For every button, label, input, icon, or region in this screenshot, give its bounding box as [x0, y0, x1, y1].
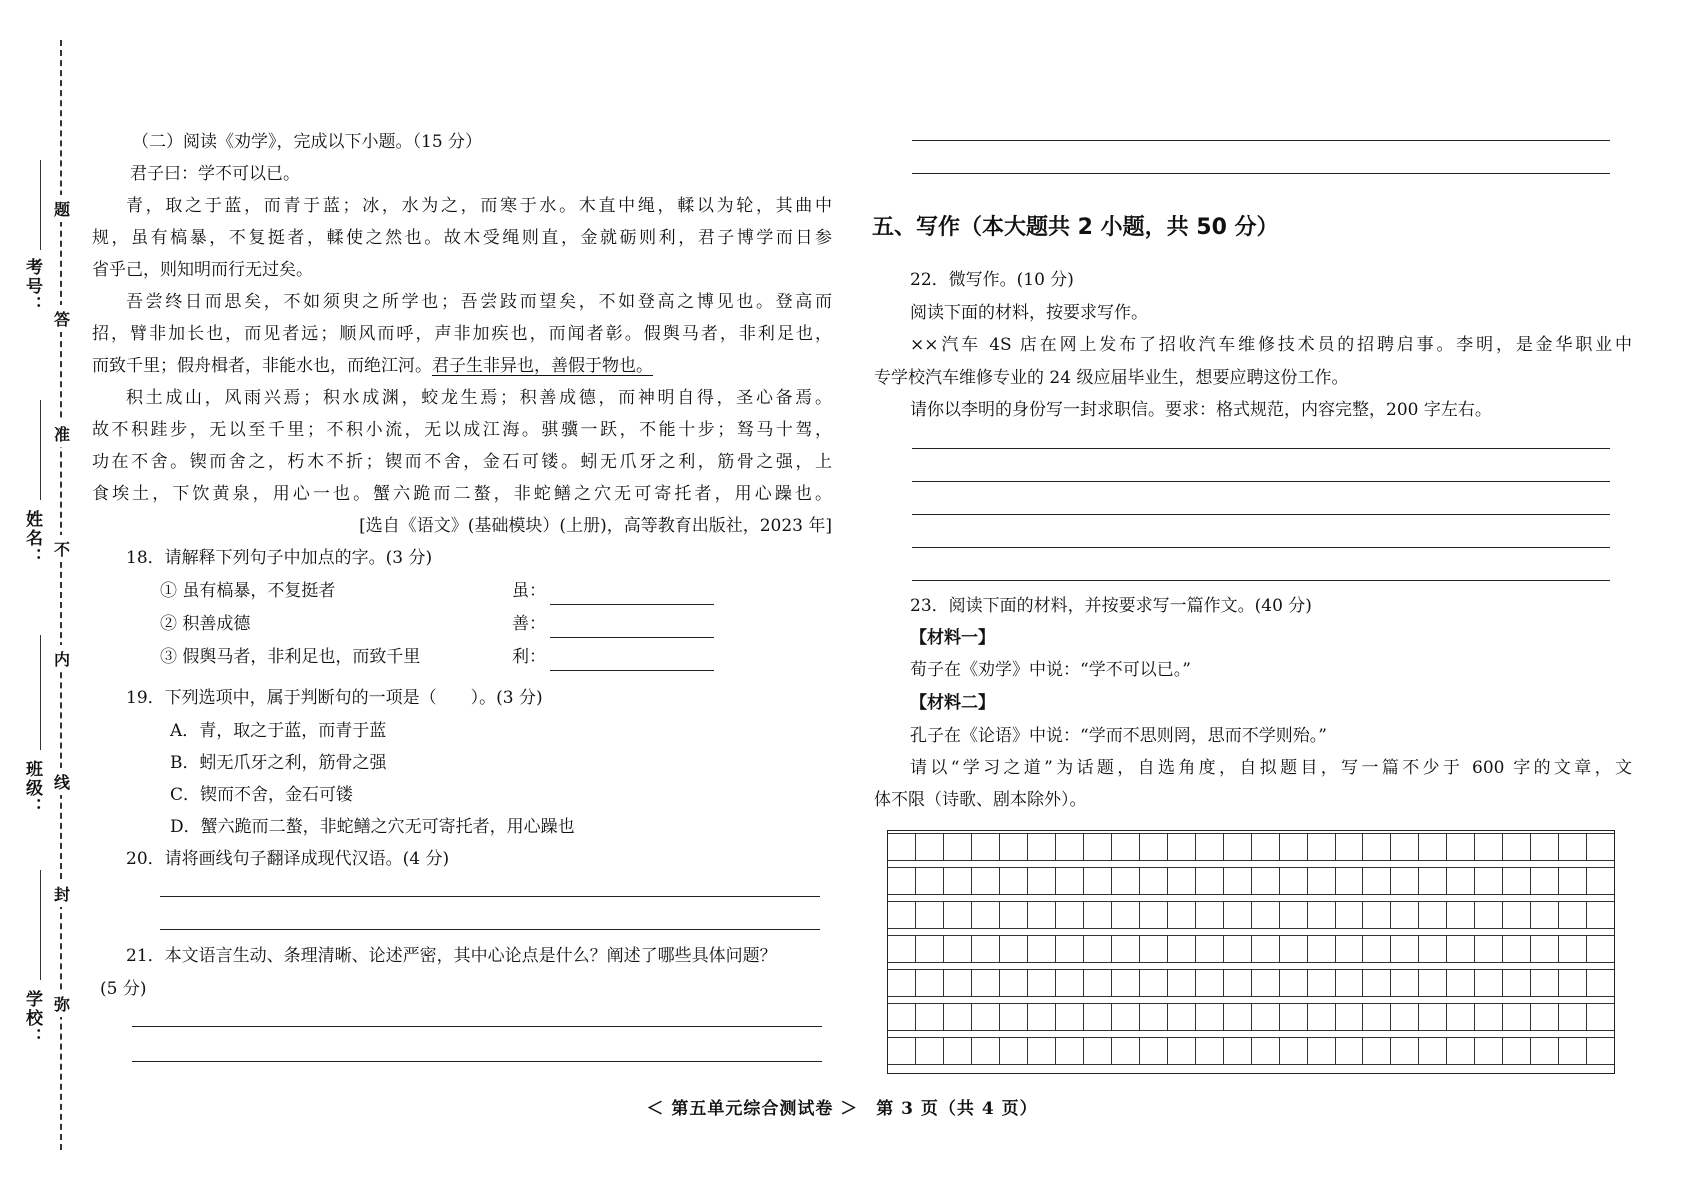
grid-cell[interactable] — [1195, 935, 1223, 963]
passage-line: 故不积跬步，无以至千里；不积小流，无以成江海。骐骥一跃，不能十步；驽马十驾， — [92, 420, 832, 440]
essay-grid[interactable] — [887, 830, 1615, 1074]
passage-line: 青，取之于蓝，而青于蓝；冰，水为之，而寒于水。木直中绳，輮以为轮，其曲中 — [126, 196, 832, 216]
grid-cell[interactable] — [915, 867, 943, 895]
grid-cell[interactable] — [1111, 969, 1139, 997]
grid-cell[interactable] — [1586, 867, 1614, 895]
grid-cell[interactable] — [1474, 1003, 1502, 1031]
school-blank[interactable] — [40, 870, 41, 980]
grid-row — [888, 935, 1614, 963]
grid-cell[interactable] — [1279, 969, 1307, 997]
grid-cell[interactable] — [1167, 969, 1195, 997]
grid-cell[interactable] — [1530, 901, 1558, 929]
name-blank[interactable] — [40, 400, 41, 500]
grid-cell[interactable] — [1251, 935, 1279, 963]
grid-cell[interactable] — [971, 969, 999, 997]
grid-cell[interactable] — [1167, 867, 1195, 895]
grid-cell[interactable] — [1055, 867, 1083, 895]
grid-cell[interactable] — [1474, 935, 1502, 963]
q18-answer-line[interactable] — [550, 637, 714, 638]
grid-cell[interactable] — [915, 833, 943, 861]
grid-cell[interactable] — [999, 1037, 1027, 1065]
grid-cell[interactable] — [888, 1003, 915, 1031]
grid-cell[interactable] — [915, 935, 943, 963]
grid-cell[interactable] — [943, 867, 971, 895]
seal-char: 弥 — [54, 990, 70, 1017]
grid-cell[interactable] — [1390, 935, 1418, 963]
q19-option[interactable]: D．蟹六跪而二螯，非蛇鳝之穴无可寄托者，用心躁也 — [170, 817, 575, 837]
passage-line: 食埃土，下饮黄泉，用心一也。蟹六跪而二螯，非蛇鳝之穴无可寄托者，用心躁也。 — [92, 484, 832, 504]
grid-cell[interactable] — [971, 1003, 999, 1031]
grid-cell[interactable] — [1362, 935, 1390, 963]
exam-number-blank[interactable] — [40, 160, 41, 250]
grid-cell[interactable] — [1335, 935, 1363, 963]
grid-cell[interactable] — [1195, 1037, 1223, 1065]
grid-cell[interactable] — [1083, 935, 1111, 963]
grid-cell[interactable] — [1223, 867, 1251, 895]
q19-option[interactable]: C．锲而不舍，金石可镂 — [170, 785, 354, 805]
grid-cell[interactable] — [888, 901, 915, 929]
grid-cell[interactable] — [1362, 1037, 1390, 1065]
school-label: 学校： — [22, 990, 42, 1047]
grid-cell[interactable] — [1055, 901, 1083, 929]
grid-cell[interactable] — [1279, 1037, 1307, 1065]
grid-cell[interactable] — [888, 1037, 915, 1065]
seal-char: 准 — [54, 420, 70, 447]
grid-cell[interactable] — [1558, 833, 1586, 861]
exam-number-label: 考号： — [22, 258, 42, 315]
grid-cell[interactable] — [1418, 935, 1446, 963]
grid-cell[interactable] — [1390, 1003, 1418, 1031]
seal-char: 答 — [54, 305, 70, 332]
grid-cell[interactable] — [1502, 833, 1530, 861]
grid-cell[interactable] — [1223, 901, 1251, 929]
section5-heading: 五、写作（本大题共 2 小题，共 50 分） — [872, 215, 1279, 240]
grid-cell[interactable] — [1418, 1003, 1446, 1031]
grid-cell[interactable] — [1251, 969, 1279, 997]
grid-cell[interactable] — [1083, 867, 1111, 895]
q23-task: 请以“学习之道”为话题，自选角度，自拟题目，写一篇不少于 600 字的文章，文 — [910, 758, 1632, 778]
grid-cell[interactable] — [888, 833, 915, 861]
grid-cell[interactable] — [1111, 867, 1139, 895]
grid-cell[interactable] — [888, 969, 915, 997]
grid-cell[interactable] — [1055, 1003, 1083, 1031]
grid-cell[interactable] — [1027, 969, 1055, 997]
grid-cell[interactable] — [1167, 901, 1195, 929]
section-title: （二）阅读《劝学》，完成以下小题。（15 分） — [132, 132, 483, 152]
grid-cell[interactable] — [971, 867, 999, 895]
passage-line: 君子曰：学不可以已。 — [130, 164, 300, 184]
grid-row — [888, 901, 1614, 929]
binding-strip — [0, 0, 80, 1190]
grid-cell[interactable] — [999, 1003, 1027, 1031]
grid-cell[interactable] — [1502, 969, 1530, 997]
grid-cell[interactable] — [1418, 1037, 1446, 1065]
q18-label: 善： — [512, 614, 546, 634]
q22-stem: 22．微写作。(10 分) — [910, 270, 1074, 290]
grid-cell[interactable] — [1307, 867, 1335, 895]
grid-cell[interactable] — [999, 867, 1027, 895]
passage-line: 规，虽有槁暴，不复挺者，輮使之然也。故木受绳则直，金就砺则利，君子博学而日参 — [92, 228, 832, 248]
grid-cell[interactable] — [1027, 833, 1055, 861]
grid-cell[interactable] — [943, 935, 971, 963]
grid-cell[interactable] — [971, 833, 999, 861]
grid-cell[interactable] — [1335, 1037, 1363, 1065]
grid-cell[interactable] — [1446, 901, 1474, 929]
grid-cell[interactable] — [1111, 1037, 1139, 1065]
q18-answer-line[interactable] — [550, 604, 714, 605]
q22-task: 请你以李明的身份写一封求职信。要求：格式规范，内容完整，200 字左右。 — [910, 400, 1492, 420]
grid-cell[interactable] — [915, 1003, 943, 1031]
q18-answer-line[interactable] — [550, 670, 714, 671]
grid-cell[interactable] — [1586, 1003, 1614, 1031]
q21-stem: (5 分) — [100, 979, 147, 999]
grid-cell[interactable] — [1418, 833, 1446, 861]
q20-answer-line[interactable] — [160, 896, 820, 897]
grid-cell[interactable] — [1586, 1037, 1614, 1065]
q21-answer-line[interactable] — [132, 1026, 822, 1027]
material1-title: 【材料一】 — [910, 628, 995, 648]
grid-cell[interactable] — [1167, 1037, 1195, 1065]
grid-cell[interactable] — [971, 1037, 999, 1065]
grid-cell[interactable] — [1167, 1003, 1195, 1031]
q20-answer-line[interactable] — [160, 929, 820, 930]
grid-cell[interactable] — [1474, 901, 1502, 929]
grid-cell[interactable] — [1502, 1003, 1530, 1031]
grid-row — [888, 1037, 1614, 1065]
grid-cell[interactable] — [1558, 867, 1586, 895]
grid-cell[interactable] — [1446, 833, 1474, 861]
grid-cell[interactable] — [1307, 1003, 1335, 1031]
q18-label: 利： — [512, 647, 546, 667]
grid-cell[interactable] — [971, 901, 999, 929]
grid-cell[interactable] — [1418, 867, 1446, 895]
grid-cell[interactable] — [1251, 833, 1279, 861]
q22-answer-line[interactable] — [912, 448, 1610, 449]
grid-cell[interactable] — [1055, 1037, 1083, 1065]
grid-cell[interactable] — [1307, 969, 1335, 997]
q22-answer-line[interactable] — [912, 481, 1610, 482]
grid-cell[interactable] — [1530, 867, 1558, 895]
material2-title: 【材料二】 — [910, 693, 995, 713]
underlined-sentence: 君子生非异也，善假于物也。 — [432, 356, 653, 376]
grid-cell[interactable] — [1111, 901, 1139, 929]
grid-cell[interactable] — [915, 901, 943, 929]
grid-cell[interactable] — [1279, 867, 1307, 895]
material1-text: 荀子在《劝学》中说：“学不可以已。” — [910, 660, 1191, 680]
q22-material: ××汽车 4S 店在网上发布了招收汽车维修技术员的招聘启事。李明，是金华职业中 — [910, 335, 1632, 355]
grid-cell[interactable] — [1139, 833, 1167, 861]
grid-cell[interactable] — [1167, 935, 1195, 963]
q18-label: 虽： — [512, 581, 546, 601]
grid-cell[interactable] — [1139, 969, 1167, 997]
grid-cell[interactable] — [1362, 1003, 1390, 1031]
grid-cell[interactable] — [915, 969, 943, 997]
grid-cell[interactable] — [1139, 867, 1167, 895]
q19-stem: 19．下列选项中，属于判断句的一项是（ ）。(3 分) — [126, 688, 543, 708]
grid-cell[interactable] — [999, 969, 1027, 997]
q18-item: ③ 假舆马者，非利足也，而致千里 — [160, 647, 421, 667]
passage-line: 吾尝终日而思矣，不如须臾之所学也；吾尝跂而望矣，不如登高之博见也。登高而 — [126, 292, 832, 312]
grid-cell[interactable] — [1502, 935, 1530, 963]
grid-cell[interactable] — [1195, 969, 1223, 997]
grid-cell[interactable] — [1083, 969, 1111, 997]
grid-cell[interactable] — [1027, 901, 1055, 929]
grid-row — [888, 1003, 1614, 1031]
grid-cell[interactable] — [1083, 833, 1111, 861]
material2-text: 孔子在《论语》中说：“学而不思则罔，思而不学则殆。” — [910, 726, 1327, 746]
grid-row — [888, 969, 1614, 997]
grid-cell[interactable] — [1390, 901, 1418, 929]
q19-option[interactable]: A．青，取之于蓝，而青于蓝 — [170, 721, 387, 741]
grid-cell[interactable] — [1502, 901, 1530, 929]
passage-text: 而致千里；假舟楫者，非能水也，而绝江河。 — [92, 356, 432, 376]
q22-material: 专学校汽车维修专业的 24 级应届毕业生，想要应聘这份工作。 — [874, 368, 1349, 388]
seal-char: 内 — [54, 645, 70, 672]
grid-cell[interactable] — [1027, 867, 1055, 895]
grid-cell[interactable] — [1474, 867, 1502, 895]
grid-row — [888, 833, 1614, 861]
grid-cell[interactable] — [1446, 1003, 1474, 1031]
grid-cell[interactable] — [1335, 833, 1363, 861]
grid-cell[interactable] — [1055, 935, 1083, 963]
grid-cell[interactable] — [1307, 833, 1335, 861]
grid-cell[interactable] — [1530, 1003, 1558, 1031]
q23-stem: 23．阅读下面的材料，并按要求写一篇作文。(40 分) — [910, 596, 1312, 616]
grid-cell[interactable] — [1418, 969, 1446, 997]
grid-cell[interactable] — [943, 1003, 971, 1031]
grid-cell[interactable] — [1474, 833, 1502, 861]
grid-cell[interactable] — [1530, 1037, 1558, 1065]
class-label: 班级： — [22, 760, 42, 817]
grid-cell[interactable] — [1558, 969, 1586, 997]
grid-cell[interactable] — [1279, 1003, 1307, 1031]
q22-answer-line[interactable] — [912, 514, 1610, 515]
passage-line — [92, 355, 653, 377]
grid-cell[interactable] — [1362, 901, 1390, 929]
q20-stem: 20．请将画线句子翻译成现代汉语。(4 分) — [126, 849, 450, 869]
grid-cell[interactable] — [1223, 935, 1251, 963]
q21-answer-line[interactable] — [132, 1061, 822, 1062]
seal-char: 封 — [54, 880, 70, 907]
grid-cell[interactable] — [1530, 935, 1558, 963]
grid-cell[interactable] — [1195, 1003, 1223, 1031]
grid-cell[interactable] — [943, 969, 971, 997]
passage-line: 功在不舍。锲而舍之，朽木不折；锲而不舍，金石可镂。蚓无爪牙之利，筋骨之强，上 — [92, 452, 832, 472]
grid-cell[interactable] — [915, 1037, 943, 1065]
grid-cell[interactable] — [1362, 969, 1390, 997]
grid-cell[interactable] — [1195, 833, 1223, 861]
grid-cell[interactable] — [1251, 1003, 1279, 1031]
grid-cell[interactable] — [1167, 833, 1195, 861]
grid-cell[interactable] — [1027, 1037, 1055, 1065]
grid-cell[interactable] — [1139, 1037, 1167, 1065]
grid-cell[interactable] — [1418, 901, 1446, 929]
grid-cell[interactable] — [1083, 901, 1111, 929]
grid-cell[interactable] — [1055, 833, 1083, 861]
grid-cell[interactable] — [971, 935, 999, 963]
grid-cell[interactable] — [1446, 935, 1474, 963]
q22-intro: 阅读下面的材料，按要求写作。 — [910, 303, 1148, 323]
grid-cell[interactable] — [1139, 901, 1167, 929]
grid-cell[interactable] — [1335, 1003, 1363, 1031]
grid-cell[interactable] — [1307, 1037, 1335, 1065]
grid-cell[interactable] — [999, 935, 1027, 963]
grid-cell[interactable] — [1139, 1003, 1167, 1031]
passage-line: 省乎己，则知明而行无过矣。 — [92, 260, 313, 280]
grid-cell[interactable] — [1390, 867, 1418, 895]
passage-line: 招，臂非加长也，而见者远；顺风而呼，声非加疾也，而闻者彰。假舆马者，非利足也， — [92, 324, 832, 344]
prev-answer-line[interactable] — [912, 173, 1610, 174]
q18-item: ② 积善成德 — [160, 614, 251, 634]
grid-cell[interactable] — [1335, 867, 1363, 895]
grid-cell[interactable] — [1055, 969, 1083, 997]
grid-cell[interactable] — [1335, 901, 1363, 929]
q19-option[interactable]: B．蚓无爪牙之利，筋骨之强 — [170, 753, 387, 773]
grid-cell[interactable] — [1390, 1037, 1418, 1065]
grid-cell[interactable] — [1111, 833, 1139, 861]
grid-cell[interactable] — [1307, 901, 1335, 929]
grid-cell[interactable] — [1027, 1003, 1055, 1031]
grid-cell[interactable] — [1362, 833, 1390, 861]
grid-cell[interactable] — [1111, 1003, 1139, 1031]
grid-cell[interactable] — [1586, 935, 1614, 963]
grid-cell[interactable] — [1474, 1037, 1502, 1065]
prev-answer-line[interactable] — [912, 140, 1610, 141]
q21-stem: 21．本文语言生动、条理清晰、论述严密，其中心论点是什么？阐述了哪些具体问题？ — [126, 946, 777, 966]
seal-char: 不 — [54, 535, 70, 562]
grid-cell[interactable] — [1446, 969, 1474, 997]
q22-answer-line[interactable] — [912, 580, 1610, 581]
grid-cell[interactable] — [943, 1037, 971, 1065]
page-footer: ＜ 第五单元综合测试卷 ＞ 第 3 页（共 4 页） — [646, 1099, 1038, 1119]
grid-cell[interactable] — [1139, 935, 1167, 963]
grid-cell[interactable] — [999, 833, 1027, 861]
grid-cell[interactable] — [1558, 935, 1586, 963]
q18-stem: 18．请解释下列句子中加点的字。(3 分) — [126, 548, 433, 568]
grid-cell[interactable] — [1251, 1037, 1279, 1065]
grid-cell[interactable] — [1530, 833, 1558, 861]
grid-cell[interactable] — [1390, 833, 1418, 861]
grid-cell[interactable] — [1586, 969, 1614, 997]
grid-cell[interactable] — [1223, 1037, 1251, 1065]
grid-cell[interactable] — [1223, 833, 1251, 861]
grid-cell[interactable] — [1446, 867, 1474, 895]
grid-cell[interactable] — [1195, 867, 1223, 895]
grid-cell[interactable] — [1335, 969, 1363, 997]
grid-cell[interactable] — [1530, 969, 1558, 997]
grid-cell[interactable] — [1083, 1003, 1111, 1031]
grid-cell[interactable] — [1279, 901, 1307, 929]
grid-cell[interactable] — [1279, 935, 1307, 963]
grid-cell[interactable] — [1474, 969, 1502, 997]
source-citation: [选自《语文》(基础模块）(上册)，高等教育出版社，2023 年] — [359, 516, 832, 536]
grid-cell[interactable] — [943, 901, 971, 929]
grid-cell[interactable] — [1251, 901, 1279, 929]
grid-cell[interactable] — [1223, 1003, 1251, 1031]
grid-cell[interactable] — [1251, 867, 1279, 895]
grid-row — [888, 867, 1614, 895]
seal-char: 题 — [54, 195, 70, 222]
grid-cell[interactable] — [1111, 935, 1139, 963]
passage-line: 积土成山，风雨兴焉；积水成渊，蛟龙生焉；积善成德，而神明自得，圣心备焉。 — [126, 388, 832, 408]
grid-cell[interactable] — [1502, 1037, 1530, 1065]
grid-cell[interactable] — [999, 901, 1027, 929]
grid-cell[interactable] — [1558, 901, 1586, 929]
grid-cell[interactable] — [1390, 969, 1418, 997]
grid-cell[interactable] — [1279, 833, 1307, 861]
class-blank[interactable] — [40, 635, 41, 750]
grid-cell[interactable] — [1558, 1037, 1586, 1065]
seal-char: 线 — [54, 768, 70, 795]
grid-cell[interactable] — [1586, 901, 1614, 929]
grid-cell[interactable] — [1446, 1037, 1474, 1065]
grid-cell[interactable] — [1586, 833, 1614, 861]
grid-cell[interactable] — [1558, 1003, 1586, 1031]
q18-item: ① 虽有槁暴，不复挺者 — [160, 581, 336, 601]
grid-cell[interactable] — [1307, 935, 1335, 963]
grid-cell[interactable] — [888, 867, 915, 895]
grid-cell[interactable] — [1502, 867, 1530, 895]
grid-cell[interactable] — [1195, 901, 1223, 929]
name-label: 姓名： — [22, 510, 42, 567]
grid-cell[interactable] — [1083, 1037, 1111, 1065]
q22-answer-line[interactable] — [912, 547, 1610, 548]
grid-cell[interactable] — [1223, 969, 1251, 997]
grid-cell[interactable] — [1362, 867, 1390, 895]
grid-cell[interactable] — [943, 833, 971, 861]
grid-cell[interactable] — [888, 935, 915, 963]
q23-task: 体不限（诗歌、剧本除外）。 — [874, 790, 1087, 810]
grid-cell[interactable] — [1027, 935, 1055, 963]
